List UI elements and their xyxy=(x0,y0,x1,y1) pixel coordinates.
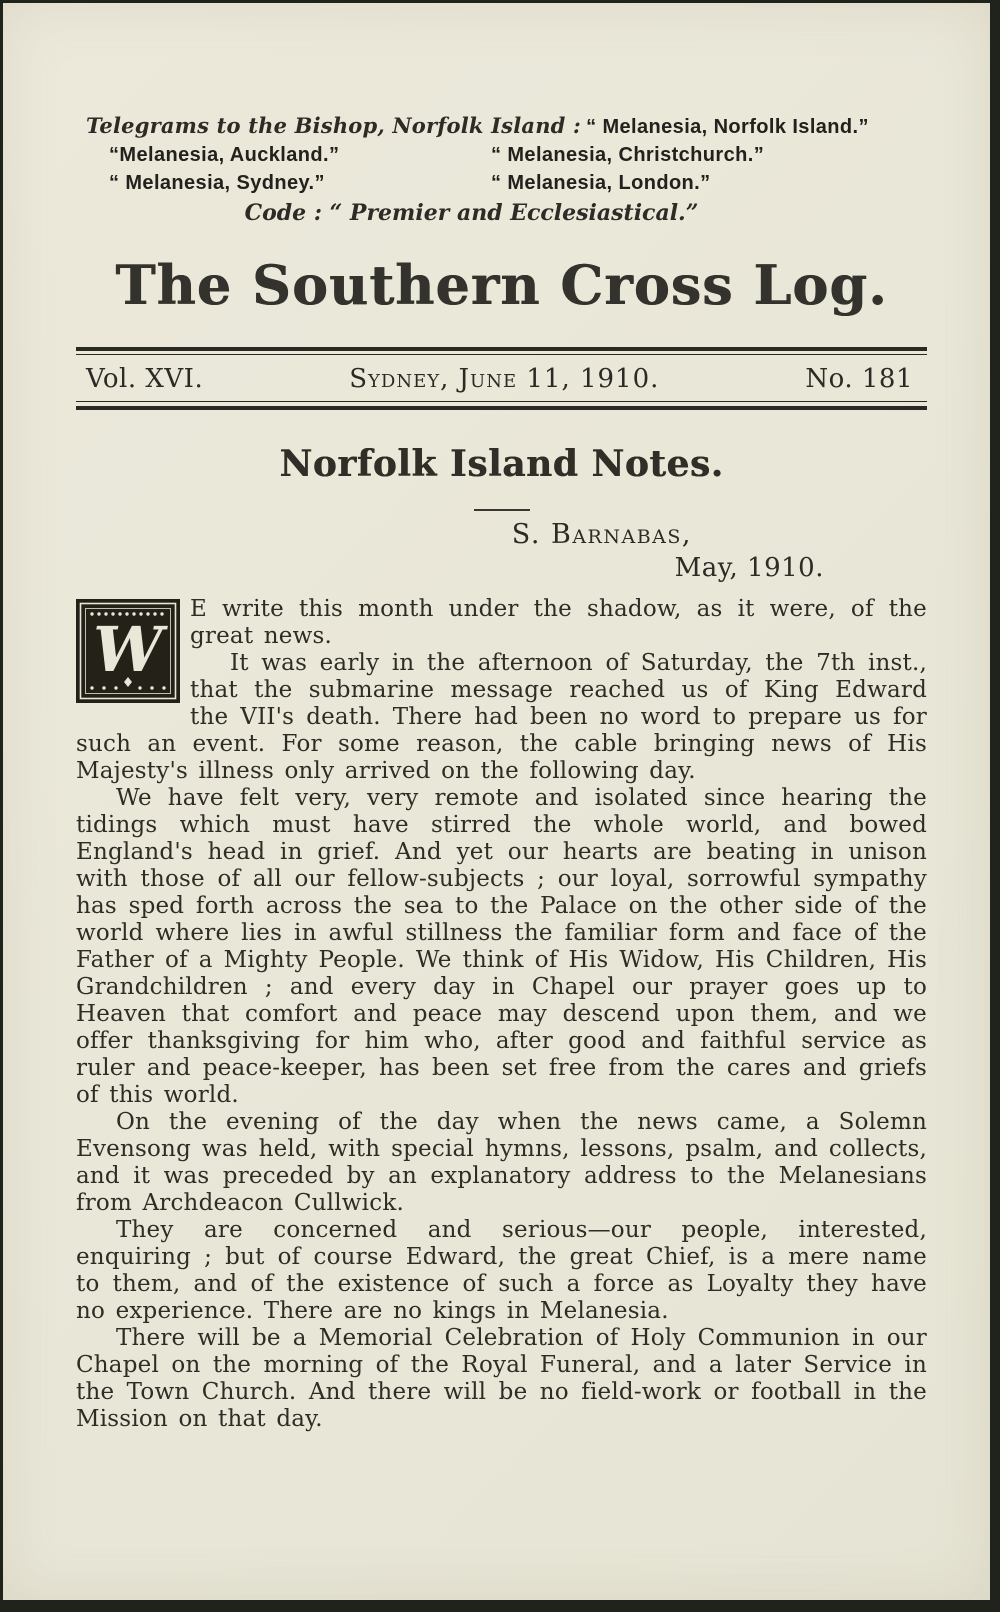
byline-place: S. Barnabas, xyxy=(511,519,692,550)
publication-title: The Southern Cross Log. xyxy=(115,253,888,317)
paragraph: They are concerned and serious—our people, interested, enquiring ; but of course Edward, the great Chief, is a mere name to them, and of the existence of such a force as Loyalty they have no experience. There are no kings in Melanesia. xyxy=(76,1217,927,1324)
dropcap-container xyxy=(76,599,190,730)
scanned-page xyxy=(3,3,990,1600)
volume-label: Vol. XVI. xyxy=(86,364,204,394)
article-heading: Norfolk Island Notes. xyxy=(279,443,724,485)
byline-date: May, 1910. xyxy=(674,553,824,583)
telegram-address-sydney: “ Melanesia, Sydney.” xyxy=(109,172,325,194)
telegram-address-auckland: “Melanesia, Auckland.” xyxy=(109,144,340,166)
paragraph: On the evening of the day when the news came, a Solemn Evensong was held, with special hymns, lessons, psalm, and collects, and it was preceded by an explanatory address to the Melanesians from Archdeacon Cullwick. xyxy=(76,1109,927,1216)
double-rule-top xyxy=(76,347,927,355)
paragraph-opening: E write this month under the shadow, as it were, of the great news. xyxy=(190,596,927,649)
telegram-address-norfolk: “ Melanesia, Norfolk Island.” xyxy=(586,116,869,138)
double-rule-bottom xyxy=(76,401,927,410)
paragraph: We have felt very, very remote and isolated since hearing the tidings which must have stirred the whole world, and bowed England's head in grief. And yet our hearts are beating in unison with those of all our fellow-subjects ; our loyal, sorrowful sympathy has sped forth across the sea to the Palace on the other side of the world where lies in awful stillness the familiar form and face of the Father of a Mighty People. We think of His Widow, His Children, His Grandchildren ; and every day in Chapel our prayer goes up to Heaven that comfort and peace may descend upon them, and we offer thanksgiving for him who, after good and faithful service as ruler and peace-keeper, has been set free from the cares and griefs of this world. xyxy=(76,785,927,1108)
page-content xyxy=(3,113,990,1433)
heading-divider-rule xyxy=(474,509,530,511)
issue-date: Sydney, June 11, 1910. xyxy=(349,364,660,394)
telegram-line-2 xyxy=(76,144,927,167)
telegram-intro: Telegrams to the Bishop, Norfolk Island : xyxy=(86,113,582,138)
paragraph: It was early in the afternoon of Saturday, the 7th inst., that the submarine message reached us of King Edward the VII's death. There had been no word to prepare us for such an event. For some reason, the cable bringing news of His Majesty's illness only arrived on the following day. xyxy=(76,650,927,784)
telegram-address-london: “ Melanesia, London.” xyxy=(491,172,711,194)
telegram-line-1 xyxy=(76,113,927,139)
telegram-line-3 xyxy=(76,172,927,195)
article-body xyxy=(76,596,927,1433)
issue-line xyxy=(76,355,927,401)
telegram-code-line: Code : “ Premier and Ecclesiastical.” xyxy=(244,200,699,226)
telegram-address-christchurch: “ Melanesia, Christchurch.” xyxy=(491,144,765,166)
issue-number: No. 181 xyxy=(805,364,913,394)
dropcap-letter: W xyxy=(93,613,163,686)
paragraph: There will be a Memorial Celebration of Holy Communion in our Chapel on the morning of the Royal Funeral, and a later Service in the Town Church. And there will be no field-work or football in the Mission on that day. xyxy=(76,1325,927,1432)
ornamental-dropcap-w xyxy=(76,599,180,703)
